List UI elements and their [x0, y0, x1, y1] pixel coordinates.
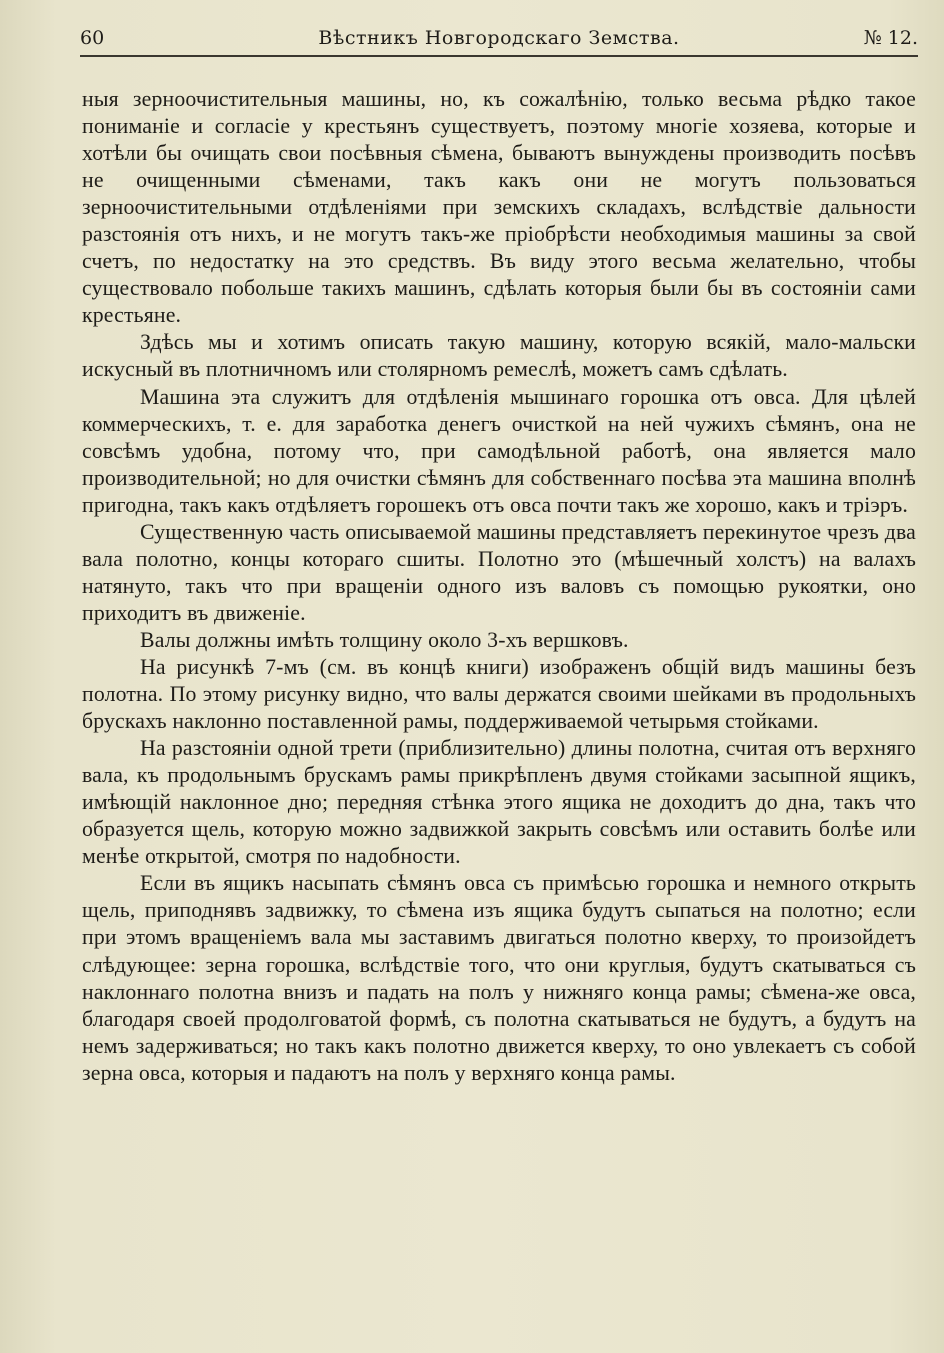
page-number: 60 [80, 27, 105, 49]
paragraph: Здѣсь мы и хотимъ описать такую машину, которую всякій, мало-мальски искусный въ плотничномъ или столярномъ ремеслѣ, можетъ самъ сдѣлать. [82, 330, 916, 382]
paragraph: На разстояніи одной трети (приблизительно) длины полотна, считая отъ верхняго вала, къ продольнымъ брускамъ рамы прикрѣпленъ двумя стойками засыпной ящикъ, имѣющій наклонное дно; передняя стѣнка этого ящика не доходитъ до дна, такъ что образуется щель, которую можно задвижкой закрыть совсѣмъ или оставить болѣе или менѣе открытой, смотря по надобности. [82, 736, 916, 869]
paragraph: Машина эта служитъ для отдѣленія мышинаго горошка отъ овса. Для цѣлей коммерческихъ, т. е. для заработка денегъ очисткой на ней чужихъ сѣмянъ, она не совсѣмъ удобна, потому что, при самодѣльной работѣ, она является мало производительной; но для очистки сѣмянъ для собственнаго посѣва эта машина вполнѣ пригодна, такъ какъ отдѣляетъ горошекъ отъ овса почти такъ же хорошо, какъ и тріэръ. [82, 384, 916, 517]
paragraph: На рисункѣ 7-мъ (см. въ концѣ книги) изображенъ общій видъ машины безъ полотна. По этому рисунку видно, что валы держатся своими шейками въ продольныхъ брускахъ наклонно поставленной рамы, поддерживаемой четырьмя стойками. [82, 654, 916, 734]
page-header [80, 27, 918, 57]
body-text [82, 86, 916, 1087]
header-rule [80, 55, 918, 57]
paragraph: Валы должны имѣть толщину около 3-хъ вершковъ. [140, 627, 629, 652]
paragraph: ныя зерноочистительныя машины, но, къ сожалѣнію, только весьма рѣдко такое пониманіе и согласіе у крестьянъ существуетъ, поэтому многіе хозяева, которые и хотѣли бы очищать свои посѣвныя сѣмена, бываютъ вынуждены производить посѣвъ не очищенными сѣменами, такъ какъ они не могутъ пользоваться зерноочистительными отдѣленіями при земскихъ складахъ, вслѣдствіе дальности разстоянія отъ нихъ, и не могутъ такъ-же пріобрѣсти необходимыя машины за свой счетъ, по недостатку на это средствъ. Въ виду этого весьма желательно, чтобы существовало побольше такихъ машинъ, сдѣлать которыя были бы въ состояніи сами крестьяне. [82, 87, 916, 328]
issue-number: № 12. [863, 27, 918, 49]
paragraph: Если въ ящикъ насыпать сѣмянъ овса съ примѣсью горошка и немного открыть щель, приподнявъ задвижку, то сѣмена изъ ящика будутъ сыпаться на полотно; если при этомъ вращеніемъ вала мы заставимъ двигаться полотно кверху, то произойдетъ слѣдующее: зерна горошка, вслѣдствіе того, что они круглыя, будутъ скатываться съ наклоннаго полотна внизъ и падать на полъ у нижняго конца рамы; сѣмена-же овса, благодаря своей продолговатой формѣ, съ полотна скатываться не будутъ, а будутъ на немъ задерживаться; но такъ какъ полотно движется кверху, то оно увлекаетъ съ собой зерна овса, которыя и падаютъ на полъ у верхняго конца рамы. [82, 871, 916, 1085]
paragraph: Существенную часть описываемой машины представляетъ перекинутое чрезъ два вала полотно, концы котораго сшиты. Полотно это (мѣшечный холстъ) на валахъ натянуто, такъ что при вращеніи одного изъ валовъ съ помощью рукоятки, оно приходитъ въ движеніе. [82, 519, 916, 625]
running-title: Вѣстникъ Новгородскаго Земства. [318, 27, 680, 49]
